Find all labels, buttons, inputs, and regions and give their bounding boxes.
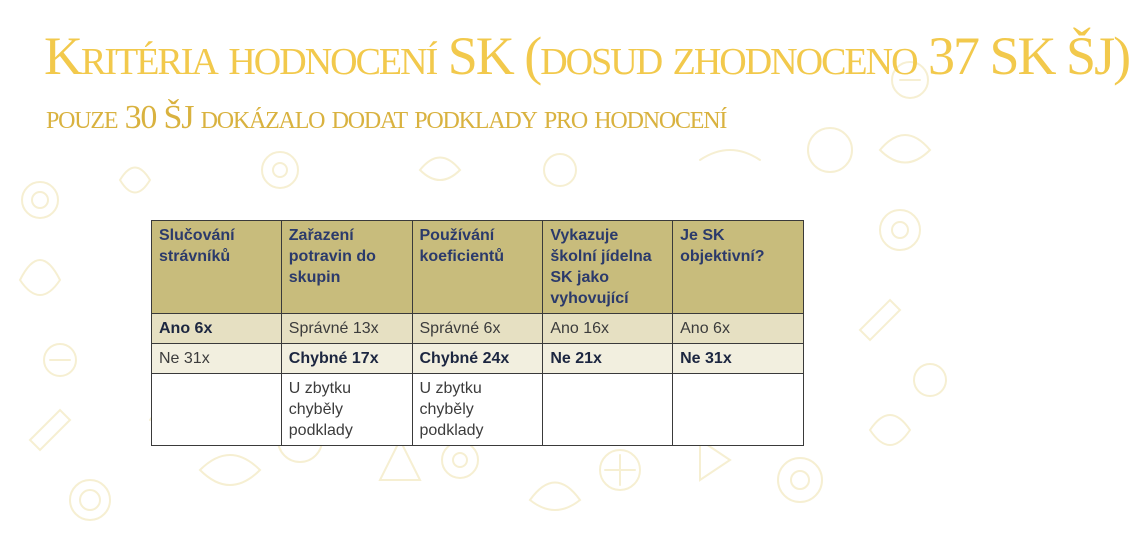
table-cell: U zbytku chyběly podklady [412, 374, 543, 446]
header-cell: Slučování strávníků [152, 221, 282, 314]
table-cell: Ne 21x [543, 344, 673, 374]
table-cell: Chybné 17x [281, 344, 412, 374]
table-cell: Ano 6x [673, 314, 804, 344]
slide-title: Kritéria hodnocení SK (dosud zhodnoceno 37 SK ŠJ) [44, 26, 1129, 86]
table-row [152, 314, 804, 344]
table-cell [673, 374, 804, 446]
table-cell: Ne 31x [152, 344, 282, 374]
table-cell: Ano 16x [543, 314, 673, 344]
table-row [152, 344, 804, 374]
header-cell: Je SK objektivní? [673, 221, 804, 314]
table-cell [152, 374, 282, 446]
table-cell: Správné 6x [412, 314, 543, 344]
table-cell: Ano 6x [152, 314, 282, 344]
table-cell: Správné 13x [281, 314, 412, 344]
header-cell: Vykazuje školní jídelna SK jako vyhovující [543, 221, 673, 314]
table-cell: Ne 31x [673, 344, 804, 374]
table-row [152, 374, 804, 446]
table-cell: U zbytku chyběly podklady [281, 374, 412, 446]
table-cell: Chybné 24x [412, 344, 543, 374]
header-cell: Zařazení potravin do skupin [281, 221, 412, 314]
slide-subtitle: pouze 30 ŠJ dokázalo dodat podklady pro hodnocení [46, 99, 727, 136]
header-cell: Používání koeficientů [412, 221, 543, 314]
criteria-table [151, 220, 804, 446]
table-cell [543, 374, 673, 446]
table-header-row [152, 221, 804, 314]
